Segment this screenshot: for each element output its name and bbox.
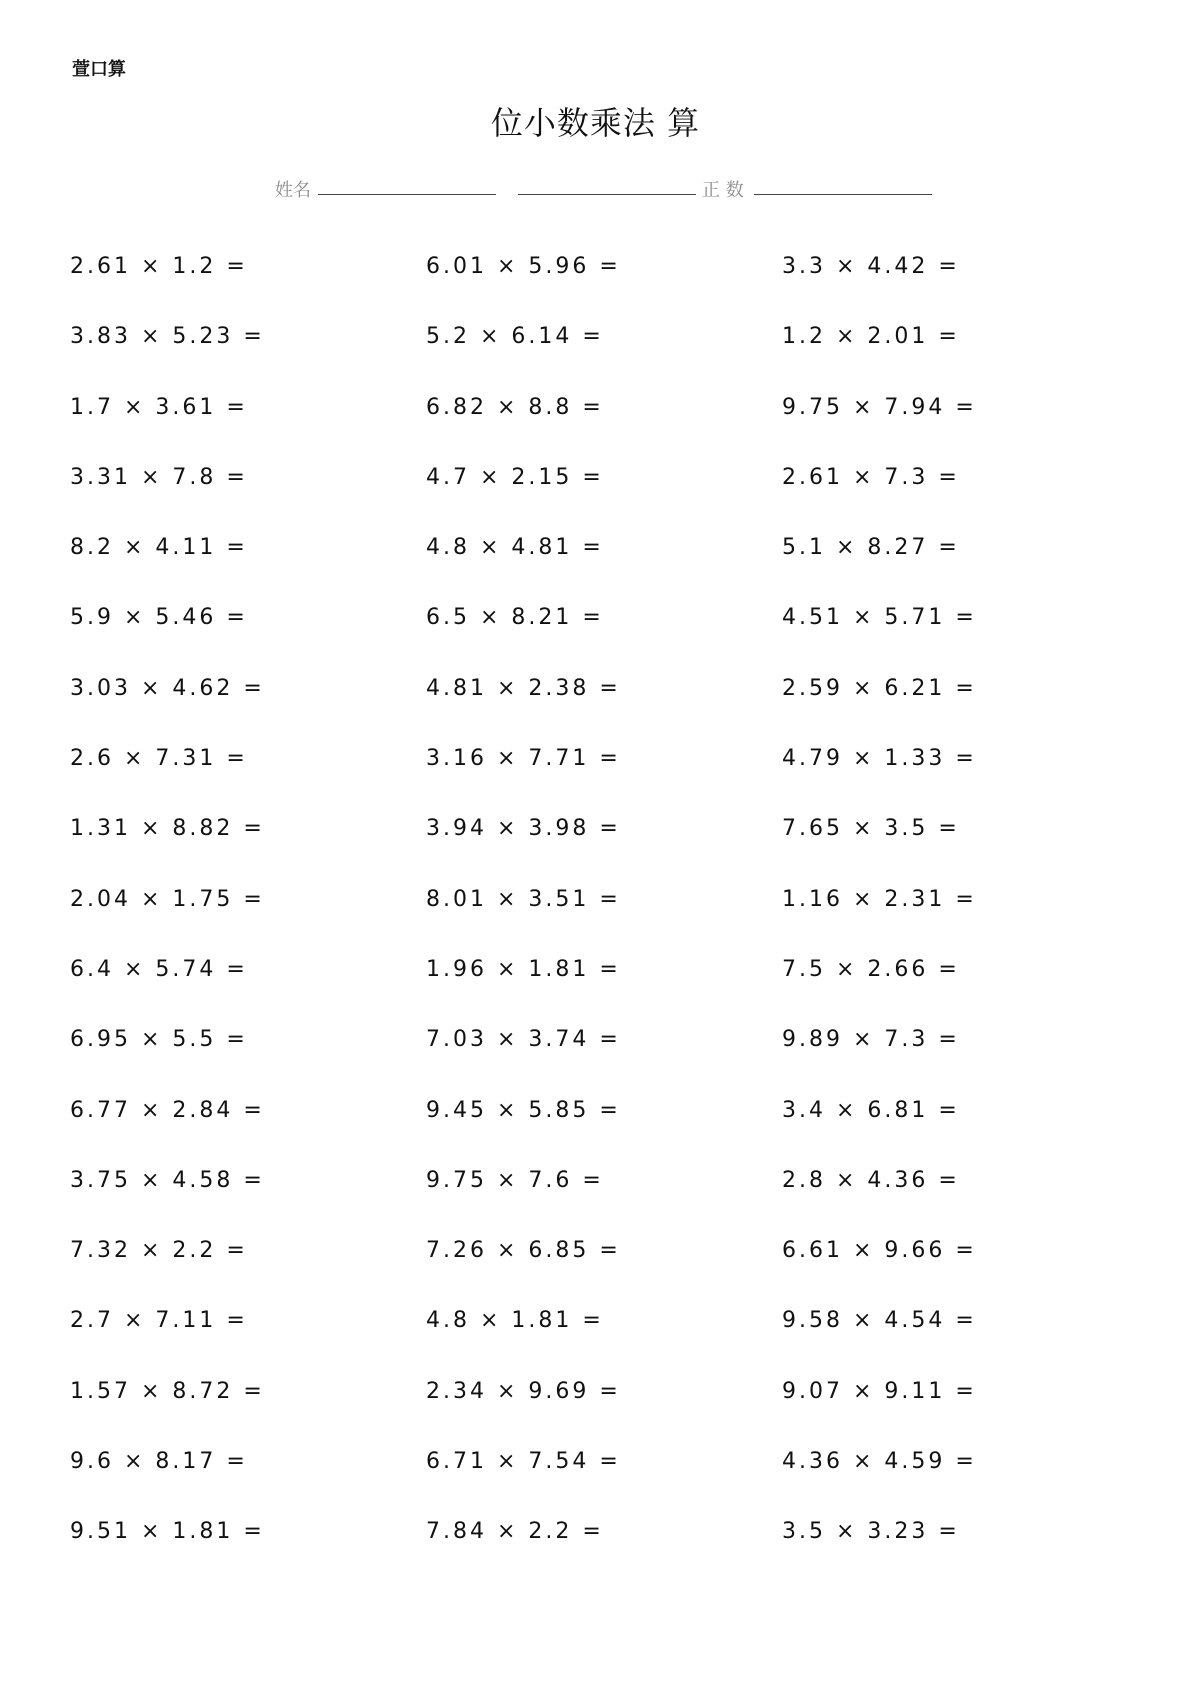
problem-item: 7.32 × 2.2 = — [70, 1238, 248, 1264]
problem-row — [70, 465, 1150, 535]
problem-item: 4.51 × 5.71 = — [782, 605, 977, 631]
problem-row — [70, 324, 1150, 394]
problem-item: 1.57 × 8.72 = — [70, 1378, 265, 1404]
problem-item: 1.96 × 1.81 = — [426, 956, 621, 982]
problem-item: 9.89 × 7.3 = — [782, 1027, 960, 1053]
problem-item: 4.79 × 1.33 = — [782, 746, 977, 772]
problem-item: 2.04 × 1.75 = — [70, 886, 265, 912]
problem-item: 3.31 × 7.8 = — [70, 464, 248, 490]
problem-item: 9.51 × 1.81 = — [70, 1519, 265, 1545]
problem-item: 6.82 × 8.8 = — [426, 394, 604, 420]
problem-item: 4.8 × 1.81 = — [426, 1308, 604, 1334]
problem-row — [70, 746, 1150, 816]
problem-item: 3.5 × 3.23 = — [782, 1519, 960, 1545]
problem-item: 2.7 × 7.11 = — [70, 1308, 248, 1334]
problem-item: 7.84 × 2.2 = — [426, 1519, 604, 1545]
problem-item: 9.6 × 8.17 = — [70, 1449, 248, 1475]
problem-row — [70, 957, 1150, 1027]
problem-row — [70, 1519, 1150, 1589]
class-line — [518, 194, 696, 195]
problem-item: 6.61 × 9.66 = — [782, 1238, 977, 1264]
problem-item: 2.6 × 7.31 = — [70, 746, 248, 772]
problem-item: 3.94 × 3.98 = — [426, 816, 621, 842]
problem-item: 7.26 × 6.85 = — [426, 1238, 621, 1264]
score-line — [754, 194, 932, 195]
problem-item: 9.75 × 7.6 = — [426, 1167, 604, 1193]
problem-item: 6.95 × 5.5 = — [70, 1027, 248, 1053]
problem-item: 4.81 × 2.38 = — [426, 675, 621, 701]
problem-row — [70, 1168, 1150, 1238]
problem-item: 3.75 × 4.58 = — [70, 1167, 265, 1193]
problem-item: 8.01 × 3.51 = — [426, 886, 621, 912]
problem-row — [70, 887, 1150, 957]
problem-item: 2.8 × 4.36 = — [782, 1167, 960, 1193]
problem-item: 3.16 × 7.71 = — [426, 746, 621, 772]
problem-item: 3.03 × 4.62 = — [70, 675, 265, 701]
problem-item: 3.4 × 6.81 = — [782, 1097, 960, 1123]
problem-item: 8.2 × 4.11 = — [70, 535, 248, 561]
page-title: 位小数乘法 算 — [490, 104, 701, 142]
problem-item: 6.5 × 8.21 = — [426, 605, 604, 631]
problem-item: 4.7 × 2.15 = — [426, 464, 604, 490]
problem-item: 1.7 × 3.61 = — [70, 394, 248, 420]
problem-item: 2.34 × 9.69 = — [426, 1378, 621, 1404]
problem-item: 6.4 × 5.74 = — [70, 956, 248, 982]
problem-item: 9.45 × 5.85 = — [426, 1097, 621, 1123]
problem-item: 6.71 × 7.54 = — [426, 1449, 621, 1475]
problem-row — [70, 1308, 1150, 1378]
problem-row — [70, 1379, 1150, 1449]
problem-item: 9.07 × 9.11 = — [782, 1378, 977, 1404]
problem-row — [70, 1449, 1150, 1519]
name-line — [318, 194, 496, 195]
problem-row — [70, 816, 1150, 886]
problem-item: 7.5 × 2.66 = — [782, 956, 960, 982]
problem-item: 6.77 × 2.84 = — [70, 1097, 265, 1123]
problem-row — [70, 1098, 1150, 1168]
problem-row — [70, 1238, 1150, 1308]
problem-item: 2.59 × 6.21 = — [782, 675, 977, 701]
score-label: 正 数 — [702, 180, 744, 201]
problem-row — [70, 605, 1150, 675]
problem-item: 4.36 × 4.59 = — [782, 1449, 977, 1475]
problem-row — [70, 535, 1150, 605]
problem-row — [70, 254, 1150, 324]
problem-item: 1.16 × 2.31 = — [782, 886, 977, 912]
problem-item: 9.58 × 4.54 = — [782, 1308, 977, 1334]
problem-item: 2.61 × 1.2 = — [70, 254, 248, 279]
problem-item: 1.2 × 2.01 = — [782, 324, 960, 350]
problem-item: 2.61 × 7.3 = — [782, 464, 960, 490]
problem-item: 6.01 × 5.96 = — [426, 254, 621, 279]
problem-item: 7.65 × 3.5 = — [782, 816, 960, 842]
problem-grid — [70, 254, 1150, 1590]
problem-row — [70, 395, 1150, 465]
corner-label: 萱口算 — [72, 59, 126, 80]
problem-item: 7.03 × 3.74 = — [426, 1027, 621, 1053]
problem-item: 5.2 × 6.14 = — [426, 324, 604, 350]
problem-item: 1.31 × 8.82 = — [70, 816, 265, 842]
problem-item: 3.3 × 4.42 = — [782, 254, 960, 279]
problem-row — [70, 676, 1150, 746]
problem-item: 5.9 × 5.46 = — [70, 605, 248, 631]
name-label: 姓名 — [275, 180, 311, 201]
problem-item: 5.1 × 8.27 = — [782, 535, 960, 561]
info-row — [0, 176, 1191, 206]
problem-item: 4.8 × 4.81 = — [426, 535, 604, 561]
problem-row — [70, 1027, 1150, 1097]
problem-item: 3.83 × 5.23 = — [70, 324, 265, 350]
problem-item: 9.75 × 7.94 = — [782, 394, 977, 420]
